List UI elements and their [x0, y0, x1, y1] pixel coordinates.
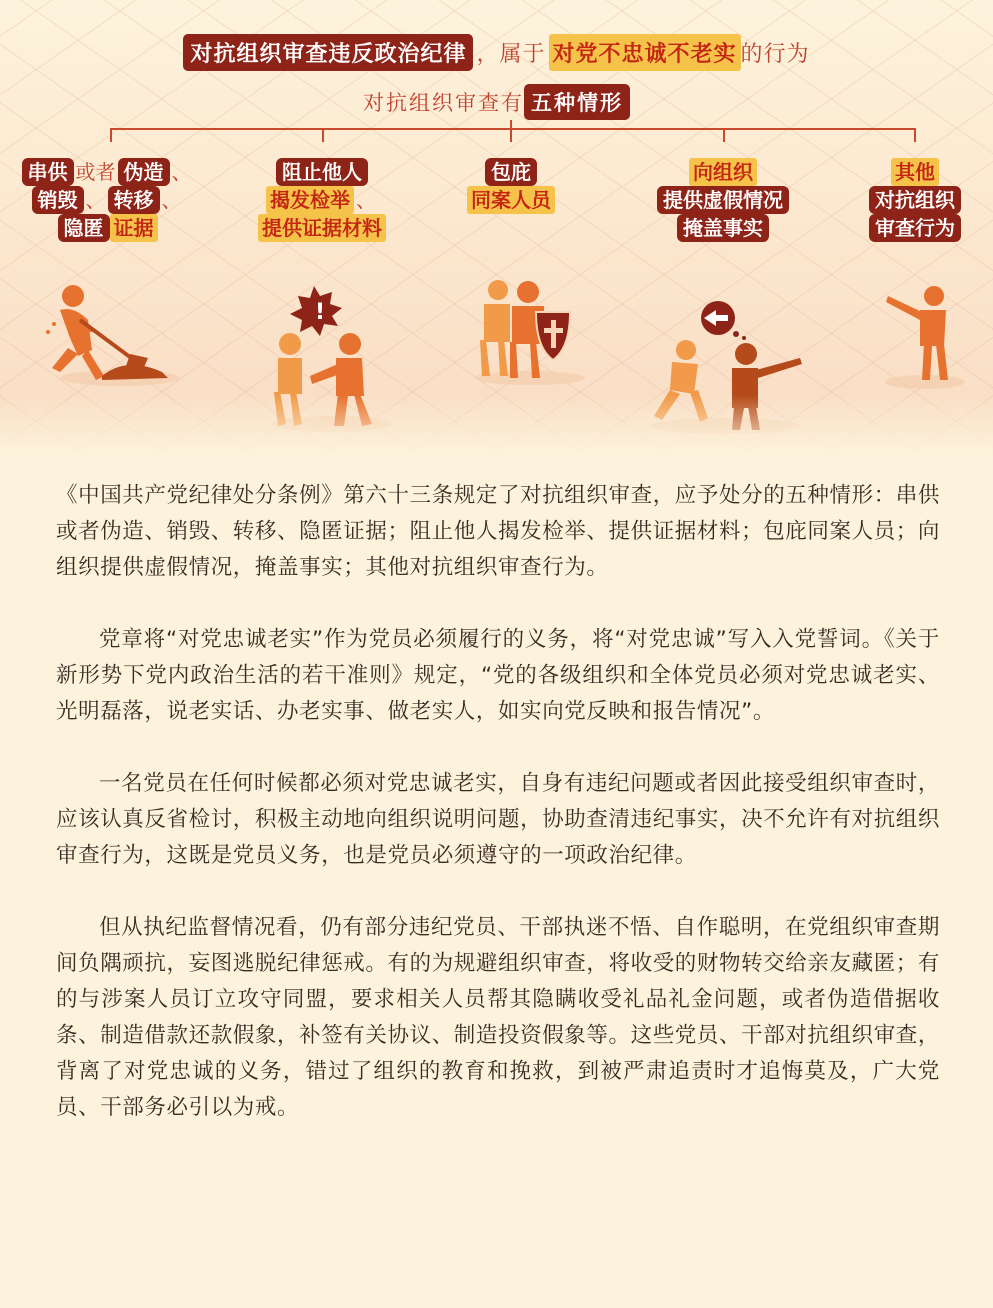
branch-drop-1 — [110, 128, 112, 142]
article-paragraph-2: 党章将“对党忠诚老实”作为党员必须履行的义务，将“对党忠诚”写入入党誓词。《关于新形势下党内政治生活的若干准则》规定，“党的各级组织和全体党员必须对党忠诚老实、光明磊落，说老实话、办老实事、做老实人，如实向党反映和报告情况”。 — [56, 627, 940, 724]
case-2-term-b: 揭发检举 — [266, 186, 354, 214]
case-1-sep-1: 、 — [171, 160, 192, 184]
figure-resisting-icon — [880, 284, 970, 394]
case-1-term-b: 或者 — [75, 160, 116, 184]
case-2-term-a: 阻止他人 — [276, 158, 368, 186]
subheadline — [0, 84, 993, 120]
figure-shielding-icon — [470, 278, 590, 388]
case-1-term-g: 证据 — [110, 214, 158, 242]
case-1-sep-3: 、 — [161, 188, 182, 212]
case-4-term-a: 向组织 — [689, 158, 757, 186]
case-2 — [222, 158, 422, 242]
infographic — [0, 0, 993, 455]
article-paragraph-4: 但从执纪监督情况看，仍有部分违纪党员、干部执迷不悟、自作聪明，在党组织审查期间负隅顽抗，妄图逃脱纪律惩戒。有的为规避组织审查，将收受的财物转交给亲友藏匿；有的与涉案人员订立攻守同盟，要求相关人员帮其隐瞒收受礼品礼金问题，或者伪造借据收条、制造借款还款假象，补签有关协议、制造投资假象等。这些党员、干部对抗组织审查，背离了对党忠诚的义务，错过了组织的教育和挽救，到被严肃追责时才追悔莫及，广大党员、干部务必引以为戒。 — [56, 915, 941, 1120]
case-5-term-b: 对抗组织 — [869, 186, 961, 214]
case-1-sep-2: 、 — [85, 188, 106, 212]
case-5-term-a: 其他 — [891, 158, 939, 186]
headline — [0, 34, 993, 71]
headline-badge: 对抗组织审查违反政治纪律 — [183, 34, 473, 71]
case-5 — [845, 158, 985, 242]
subheadline-text: 对抗组织审查有 — [363, 91, 524, 115]
case-4 — [615, 158, 831, 242]
svg-text:!: ! — [315, 300, 326, 325]
branch-drop-2 — [322, 128, 324, 142]
branch-drop-3 — [510, 128, 512, 142]
case-1-term-d: 销毁 — [32, 186, 84, 214]
subheadline-badge: 五种情形 — [524, 84, 630, 120]
case-1-term-a: 串供 — [22, 158, 74, 186]
branch-drop-4 — [723, 128, 725, 142]
case-1-term-c: 伪造 — [118, 158, 170, 186]
branch-stem — [510, 120, 512, 128]
headline-highlight: 对党不忠诚不老实 — [549, 34, 741, 71]
case-3-term-b: 同案人员 — [467, 186, 555, 214]
case-1-term-f: 隐匿 — [58, 214, 110, 242]
infographic-fade — [0, 395, 993, 455]
case-1 — [0, 158, 215, 242]
case-4-term-b: 提供虚假情况 — [657, 186, 789, 214]
headline-connector: ，属于 — [476, 42, 546, 67]
case-1-term-e: 转移 — [108, 186, 160, 214]
case-4-term-c: 掩盖事实 — [677, 214, 769, 242]
article-paragraph-3: 一名党员在任何时候都必须对党忠诚老实，自身有违纪问题或者因此接受组织审查时，应该认真反省检讨，积极主动地向组织说明问题，协助查清违纪事实，决不允许有对抗组织审查行为，这既是党员义务，也是党员必须遵守的一项政治纪律。 — [56, 771, 941, 868]
article — [56, 478, 940, 1162]
case-2-term-c: 提供证据材料 — [258, 214, 386, 242]
branch-bar — [110, 128, 915, 130]
case-5-term-c: 审查行为 — [869, 214, 961, 242]
case-2-sep: 、 — [356, 188, 376, 212]
article-paragraph-1: 《中国共产党纪律处分条例》第六十三条规定了对抗组织审查，应予处分的五种情形：串供或者伪造、销毁、转移、隐匿证据；阻止他人揭发检举、提供证据材料；包庇同案人员；向组织提供虚假情况，掩盖事实；其他对抗组织审查行为。 — [56, 483, 941, 580]
case-3-term-a: 包庇 — [485, 158, 537, 186]
headline-end: 的行为 — [740, 42, 810, 67]
case-3 — [430, 158, 592, 214]
branch-drop-5 — [914, 128, 916, 142]
figure-digging-icon — [30, 280, 180, 390]
